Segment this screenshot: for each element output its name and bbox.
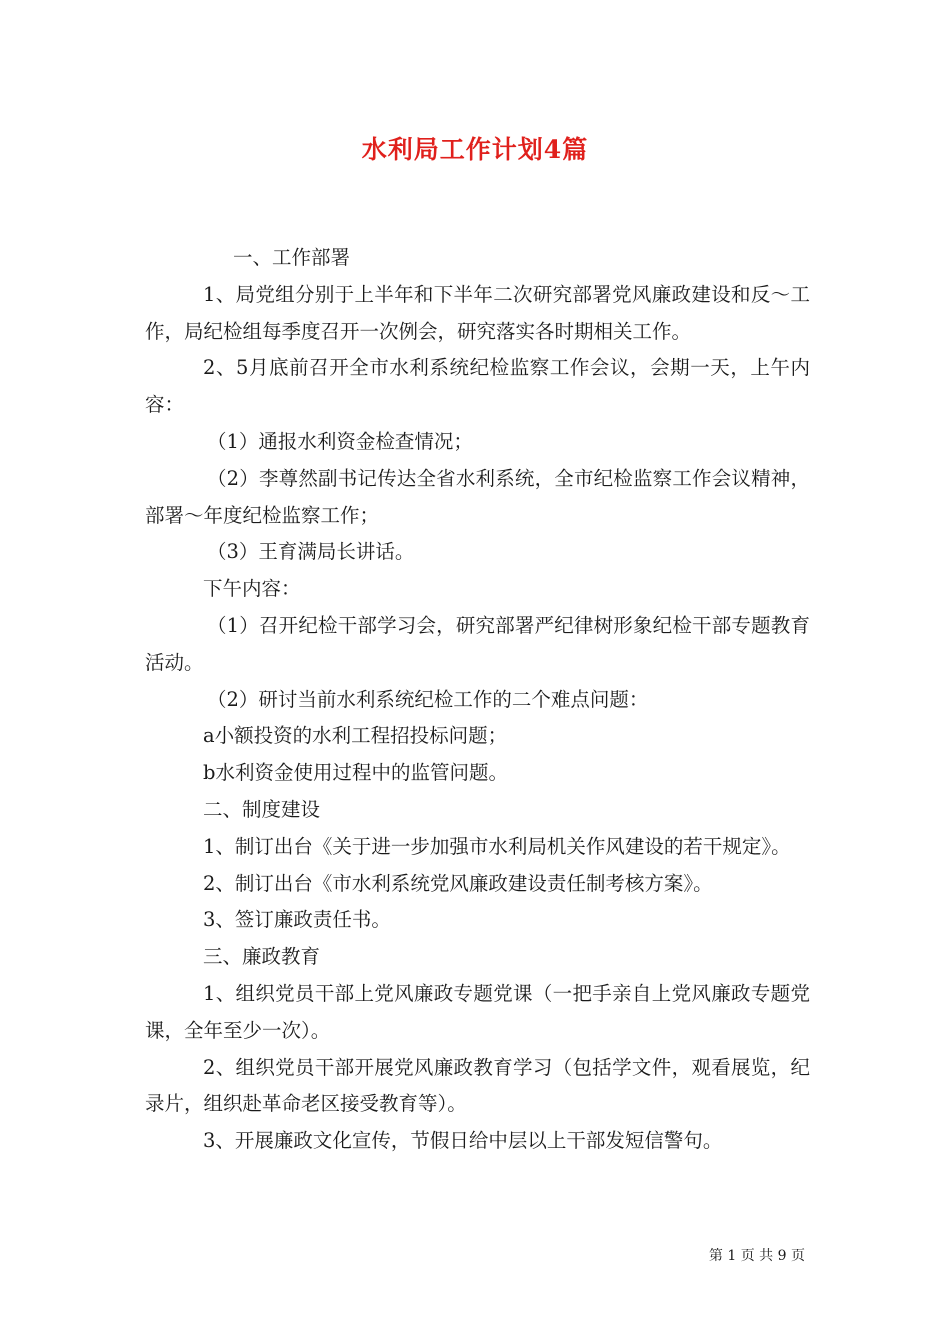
list-item-morning-2: （2）李尊然副书记传达全省水利系统，全市纪检监察工作会议精神，部署～年度纪检监察工作； [145,466,810,527]
document-body [145,240,810,1160]
section-heading-deployment: 一、工作部署 [233,246,351,269]
document-title: 水利局工作计划4篇 [361,135,589,164]
list-item-issue-a: a小额投资的水利工程招投标问题； [203,724,508,748]
paragraph-afternoon-heading: 下午内容： [203,577,301,601]
paragraph-system-3: 3、签订廉政责任书。 [203,908,391,932]
section-heading-system: 二、制度建设 [203,797,321,821]
list-item-afternoon-2: （2）研讨当前水利系统纪检工作的二个难点问题： [207,687,649,711]
list-item-morning-3: （3）王育满局长讲话。 [207,540,415,564]
list-item-morning-1: （1）通报水利资金检查情况； [207,429,473,453]
list-item-issue-b: b水利资金使用过程中的监管问题。 [203,761,508,785]
page-number: 第 1 页 共 9 页 [708,1248,805,1264]
paragraph-system-2: 2、制订出台《市水利系统党风廉政建设责任制考核方案》。 [203,871,713,895]
section-heading-education: 三、廉政教育 [203,945,321,969]
paragraph-deployment-2: 2、5月底前召开全市水利系统纪检监察工作会议，会期一天，上午内容： [145,356,810,417]
paragraph-system-1: 1、制订出台《关于进一步加强市水利局机关作风建设的若干规定》。 [203,834,791,858]
paragraph-education-3: 3、开展廉政文化宣传，节假日给中层以上干部发短信警句。 [203,1129,723,1153]
list-item-afternoon-1: （1）召开纪检干部学习会，研究部署严纪律树形象纪检干部专题教育活动。 [145,613,810,674]
paragraph-deployment-1: 1、局党组分别于上半年和下半年二次研究部署党风廉政建设和反～工作，局纪检组每季度召开一次例会，研究落实各时期相关工作。 [145,282,810,343]
paragraph-education-2: 2、组织党员干部开展党风廉政教育学习（包括学文件，观看展览，纪录片，组织赴革命老区接受教育等）。 [145,1055,810,1116]
paragraph-education-1: 1、组织党员干部上党风廉政专题党课（一把手亲自上党风廉政专题党课，全年至少一次）。 [145,981,810,1042]
